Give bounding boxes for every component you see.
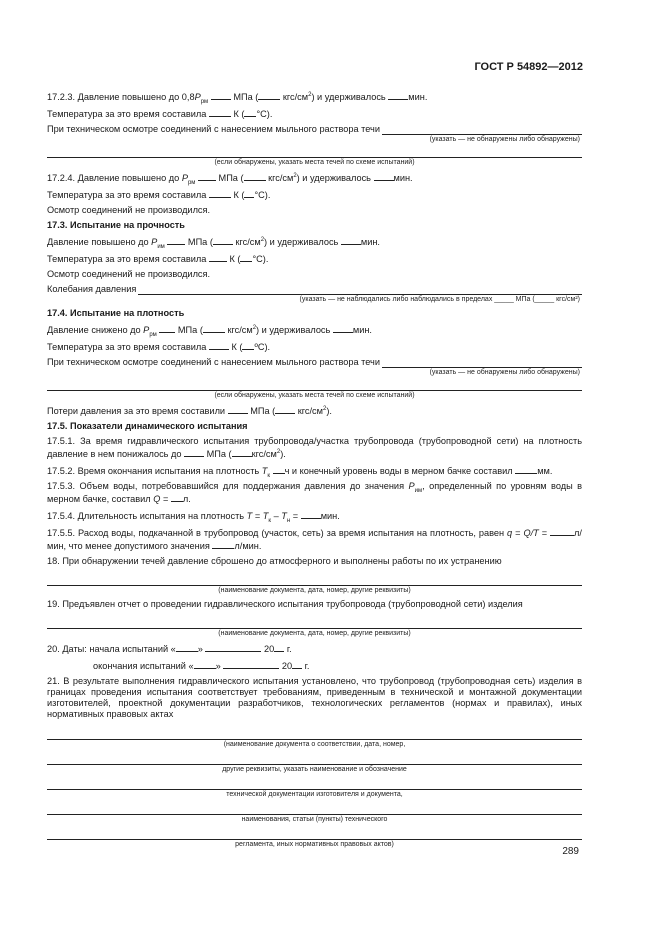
text: кгс/см — [251, 449, 277, 459]
text: л. — [182, 494, 191, 504]
para-pressure-fluctuation — [47, 284, 582, 295]
blank-field — [176, 642, 198, 652]
blank-line — [47, 805, 582, 815]
symbol: Р — [181, 173, 188, 183]
symbol: Q/T — [523, 528, 539, 538]
caption: (наименование документа о соответствии, дата, номер, — [223, 741, 406, 748]
text: = — [254, 511, 261, 521]
blank-field — [209, 252, 227, 262]
text: Температура за это время составила — [47, 342, 207, 352]
blank-field — [171, 492, 183, 502]
text: = — [541, 528, 548, 538]
blank-field — [341, 235, 361, 245]
symbol: Р — [151, 237, 158, 247]
para-17-5-1 — [47, 436, 582, 460]
text: г. — [304, 661, 310, 671]
text: МПа ( — [177, 325, 203, 335]
blank-field — [333, 323, 353, 333]
blank-field — [242, 340, 254, 350]
text: = — [292, 511, 299, 521]
text: Температура за это время составила — [47, 190, 207, 200]
text: 17.5.5. Расход воды, подкачанной в трубопровод (участок, сеть) за время испытания на плотность, равен — [47, 528, 505, 538]
superscript: 2 — [322, 405, 327, 412]
text: мин. — [320, 511, 340, 521]
text: » — [215, 661, 221, 671]
blank-line — [382, 125, 582, 135]
blank-field — [223, 659, 279, 669]
text: Колебания давления — [47, 284, 137, 294]
blank-field — [515, 464, 537, 474]
text: , определенный по уровням воды в мерном бачке, составил — [47, 481, 582, 504]
text: Потери давления за это время составили — [47, 406, 226, 416]
document-body — [47, 90, 582, 853]
subscript: рм — [149, 331, 157, 338]
blank-line — [47, 576, 582, 586]
text: МПа ( — [250, 406, 276, 416]
symbol: Т — [246, 511, 253, 521]
blank-field — [258, 90, 280, 100]
para-17-5-5 — [47, 526, 582, 552]
symbol: Т — [281, 511, 287, 521]
text: ºС). — [254, 342, 271, 352]
symbol: Р — [194, 92, 201, 102]
blank-field — [274, 642, 284, 652]
subscript: им — [157, 243, 165, 250]
para-18: 18. При обнаружении течей давление сброшено до атмосферного и выполнены работы по их устранению — [47, 556, 502, 566]
caption: регламента, иных нормативных правовых актов) — [235, 841, 394, 848]
caption: (указать — не обнаружены либо обнаружены) — [429, 369, 580, 376]
blank-line — [47, 730, 582, 740]
blank-field — [211, 90, 231, 100]
text: окончания испытаний « — [93, 661, 194, 671]
text: = — [162, 494, 169, 504]
blank-field — [273, 464, 285, 474]
caption: (указать — не наблюдались либо наблюдались в пределах _____ МПа (_____ кгс/см²) — [299, 296, 580, 303]
text: Температура за это время составила — [47, 254, 207, 264]
blank-field — [292, 659, 302, 669]
text: ) и удерживалось — [296, 173, 371, 183]
heading-17-4: 17.4. Испытание на плотность — [47, 308, 185, 318]
caption: (указать — не обнаружены либо обнаружены) — [429, 136, 580, 143]
blank-field — [205, 642, 261, 652]
para-20-end — [47, 659, 582, 672]
para-19: 19. Предъявлен отчет о проведении гидравлического испытания трубопровода (трубопроводной сети) изделия — [47, 599, 523, 609]
text: л/мин. — [234, 541, 262, 551]
blank-field — [388, 90, 408, 100]
subscript: рм — [200, 98, 209, 105]
text: 20 — [264, 644, 275, 654]
text: Давление снижено до — [47, 325, 141, 335]
text: л/мин, что менее допустимого значения — [47, 528, 582, 551]
text: мин. — [352, 325, 372, 335]
para-21: 21. В результате выполнения гидравлического испытания установлено, что трубопровод (трубопроводная сеть) изделия в границах проведения испытания соответствует требованиям, приведенным в технической и монтажной документации изготовителей, проектной документации разработчиков, технологических регламентов (нормах и правилах), иных нормативных правовых актах — [47, 676, 582, 719]
blank-line — [47, 148, 582, 158]
text: °С). — [254, 190, 271, 200]
heading-17-5: 17.5. Показатели динамического испытания — [47, 421, 248, 431]
caption: (наименование документа, дата, номер, другие реквизиты) — [218, 630, 411, 637]
text: 17.5.2. Время окончания испытания на плотность — [47, 466, 260, 476]
text: мин. — [360, 237, 380, 247]
text: – — [273, 511, 279, 521]
blank-line — [47, 381, 582, 391]
caption: (если обнаружены, указать места течей по схеме испытаний) — [214, 159, 415, 166]
symbol: Q — [153, 494, 161, 504]
caption: другие реквизиты, указать наименование и обозначение — [222, 766, 407, 773]
text: ) и удерживалось — [256, 325, 331, 335]
text: Температура за это время составила — [47, 109, 207, 119]
blank-line — [47, 830, 582, 840]
blank-field — [228, 404, 248, 414]
blank-field — [244, 188, 254, 198]
standard-header: ГОСТ Р 54892—2012 — [474, 61, 583, 73]
symbol: Т — [261, 466, 268, 476]
text: МПа ( — [187, 237, 213, 247]
blank-line — [47, 780, 582, 790]
blank-line — [382, 358, 582, 368]
superscript: 2 — [252, 324, 257, 331]
para-temperature-3 — [47, 252, 582, 265]
blank-field — [213, 235, 233, 245]
blank-line — [47, 755, 582, 765]
subscript: к — [268, 517, 271, 524]
superscript: 2 — [276, 448, 281, 455]
blank-field — [209, 340, 229, 350]
text: кгс/см — [268, 173, 294, 183]
superscript: 2 — [293, 172, 297, 179]
text: кгс/см — [227, 325, 253, 335]
text: кгс/см — [297, 406, 323, 416]
blank-field — [203, 323, 225, 333]
blank-field — [301, 509, 321, 519]
blank-field — [374, 171, 394, 181]
text: К ( — [229, 254, 241, 264]
caption: технической документации изготовителя и документа, — [226, 791, 403, 798]
text: 20 — [281, 661, 293, 671]
subscript: рм — [187, 179, 196, 186]
text: мин. — [408, 92, 428, 102]
blank-field — [550, 526, 574, 536]
text: ) и удерживалось — [311, 92, 386, 102]
blank-line — [138, 285, 582, 295]
blank-field — [198, 171, 216, 181]
blank-field — [167, 235, 185, 245]
text: °С). — [256, 109, 273, 119]
blank-field — [209, 188, 231, 198]
text: г. — [286, 644, 292, 654]
para-no-inspection-2: Осмотр соединений не производился. — [47, 269, 211, 279]
superscript: 2 — [260, 236, 265, 243]
subscript: им — [414, 487, 423, 494]
text: 17.2.3. Давление повышено до 0,8 — [47, 92, 195, 102]
blank-field — [244, 107, 256, 117]
text: ) и удерживалось — [264, 237, 339, 247]
text: МПа ( — [233, 92, 259, 102]
text: = — [515, 528, 521, 538]
text: При техническом осмотре соединений с нанесением мыльного раствора течи — [47, 357, 380, 367]
para-strength-pressure — [47, 235, 582, 248]
heading-17-3: 17.3. Испытание на прочность — [47, 220, 185, 230]
blank-field — [209, 107, 231, 117]
para-20-start — [47, 642, 582, 655]
para-temperature-4 — [47, 340, 582, 353]
para-no-inspection-1: Осмотр соединений не производился. — [47, 205, 211, 215]
para-17-5-3 — [47, 481, 582, 505]
blank-field — [212, 539, 234, 549]
text: ч и конечный уровень воды в мерном бачке составил — [284, 466, 513, 476]
blank-field — [194, 659, 216, 669]
subscript: н — [286, 517, 291, 524]
text: кгс/см — [282, 92, 309, 102]
text: кгс/см — [235, 237, 261, 247]
para-pressure-loss — [47, 404, 582, 417]
caption: наименования, статьи (пункты) технического — [241, 816, 388, 823]
text: К ( — [231, 342, 243, 352]
symbol: Т — [262, 511, 269, 521]
blank-field — [275, 404, 295, 414]
symbol: Р — [408, 481, 415, 491]
text: °С). — [252, 254, 269, 264]
text: При техническом осмотре соединений с нанесением мыльного раствора течи — [47, 124, 380, 134]
text: К ( — [233, 109, 245, 119]
symbol: q — [507, 528, 513, 538]
text: МПа ( — [218, 173, 244, 183]
text: мм. — [537, 466, 553, 476]
text: 17.5.4. Длительность испытания на плотность — [47, 511, 245, 521]
text: 20. Даты: начала испытаний « — [47, 644, 176, 654]
text: ). — [280, 449, 286, 459]
blank-line — [47, 619, 582, 629]
blank-field — [159, 323, 175, 333]
text: К ( — [233, 190, 245, 200]
para-17-5-2 — [47, 464, 582, 477]
text: 17.5.1. За время гидравлического испытания трубопровода/участка трубопровода (трубопроводной сети) на плотность давление в нем понижалось до — [47, 436, 582, 459]
subscript: к — [267, 472, 271, 479]
text: 17.2.4. Давление повышено до — [47, 173, 180, 183]
text: ). — [326, 406, 332, 416]
text: » — [197, 644, 203, 654]
text: МПа ( — [206, 449, 232, 459]
superscript: 2 — [308, 91, 312, 98]
para-17-2-3 — [47, 90, 582, 103]
symbol: Р — [143, 325, 150, 335]
caption: (если обнаружены, указать места течей по схеме испытаний) — [214, 392, 415, 399]
para-17-5-4 — [47, 509, 582, 522]
caption: (наименование документа, дата, номер, другие реквизиты) — [218, 587, 411, 594]
para-17-2-4 — [47, 171, 582, 184]
para-leaks-2 — [47, 357, 582, 368]
blank-field — [232, 447, 252, 457]
text: Давление повышено до — [47, 237, 149, 247]
para-temperature-1 — [47, 107, 582, 120]
text: 17.5.3. Объем воды, потребовавшийся для поддержания давления до значения — [47, 481, 405, 491]
para-leaks-1 — [47, 124, 582, 135]
page-number: 289 — [562, 846, 579, 857]
para-temperature-2 — [47, 188, 582, 201]
blank-field — [244, 171, 266, 181]
blank-field — [184, 447, 204, 457]
text: мин. — [393, 173, 413, 183]
blank-field — [240, 252, 252, 262]
para-density-pressure — [47, 323, 582, 336]
